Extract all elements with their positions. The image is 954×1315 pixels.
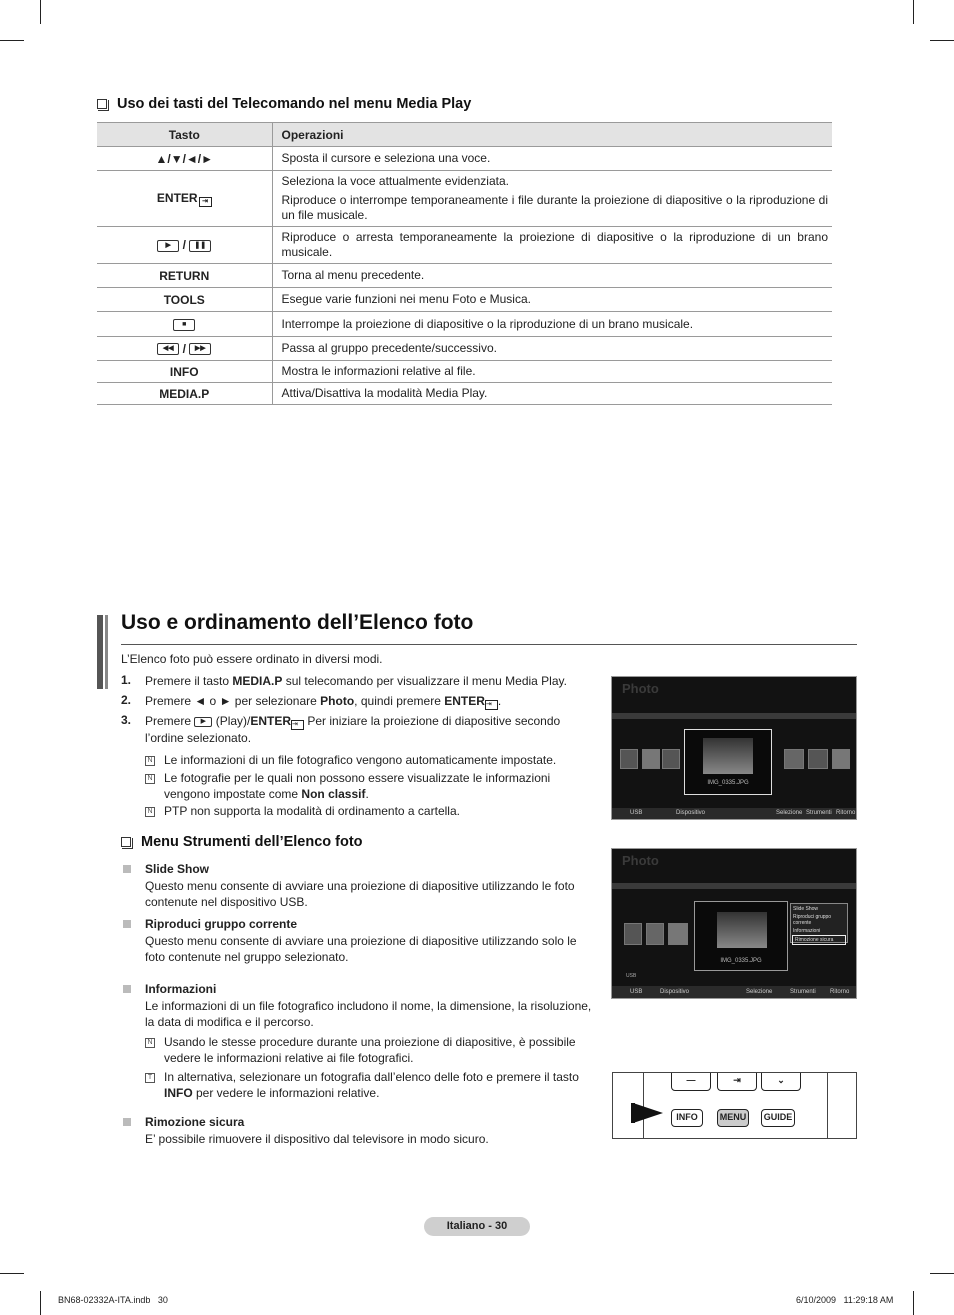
- print-file-info: BN68-02332A-ITA.indb 30: [58, 1295, 168, 1305]
- section-heading: Menu Strumenti dell’Elenco foto: [121, 834, 363, 850]
- key-cell: ◀◀ / ▶▶: [97, 337, 272, 361]
- photo-list-screenshot: [611, 676, 857, 820]
- crop-mark: [930, 40, 954, 41]
- key-cell: RETURN: [97, 264, 272, 288]
- group-bar: [612, 713, 857, 719]
- item-heading: Slide Show: [145, 862, 210, 876]
- operation-cell: Mostra le informazioni relative al file.: [272, 361, 832, 383]
- step-number: 1.: [121, 673, 132, 687]
- selected-photo: [684, 729, 772, 795]
- menu-item-info[interactable]: Informazioni: [793, 928, 821, 934]
- item-body: Questo menu consente di avviare una proiezione di diapositive utilizzando le foto contenute nel dispositivo USB.: [145, 879, 575, 909]
- tools-menu: [790, 903, 848, 943]
- stop-icon: ■: [173, 319, 195, 331]
- item-heading: Rimozione sicura: [145, 1115, 245, 1129]
- info-button[interactable]: INFO: [671, 1109, 703, 1127]
- square-bullet-icon: [123, 865, 131, 873]
- title-accent-bar: [97, 615, 103, 689]
- intro-text: L’Elenco foto può essere ordinato in diversi modi.: [121, 652, 383, 666]
- screen-title: Photo: [622, 681, 659, 696]
- table-row: [97, 171, 832, 227]
- photo-thumbnail: [620, 749, 638, 769]
- operation-line: Seleziona la voce attualmente evidenziata.: [281, 174, 509, 188]
- square-bullet-icon: [123, 920, 131, 928]
- item-heading: Informazioni: [145, 982, 217, 996]
- usb-label: USB: [630, 989, 643, 995]
- square-bullet-icon: [123, 1118, 131, 1126]
- table-row: [97, 312, 832, 337]
- enter-icon: ⇥: [199, 197, 212, 207]
- screen-title: Photo: [622, 853, 659, 868]
- tip-icon: T: [145, 1073, 155, 1083]
- usb-label: USB: [626, 973, 637, 979]
- crop-mark: [40, 1291, 41, 1315]
- item-heading: Riproduci gruppo corrente: [145, 917, 298, 931]
- group-bar: [612, 883, 857, 889]
- photo-preview: [703, 738, 753, 774]
- key-cell: ▶ / ❚❚: [97, 227, 272, 264]
- selected-photo: [694, 901, 788, 971]
- menu-item-safe-remove[interactable]: Rimozione sicura: [792, 935, 846, 945]
- note-text: In alternativa, selezionare un fotografia dall’elenco delle foto e premere il tasto INFO per vedere le informazioni relative.: [164, 1070, 579, 1100]
- table-row: [97, 337, 832, 361]
- table-row: [97, 147, 832, 171]
- note-text: Le informazioni di un file fotografico vengono automaticamente impostate.: [164, 753, 557, 767]
- key-cell: INFO: [97, 361, 272, 383]
- section-heading: Uso dei tasti del Telecomando nel menu Media Play: [97, 96, 471, 112]
- screen-footer: [612, 986, 856, 998]
- table-row: [97, 288, 832, 312]
- step-number: 2.: [121, 693, 132, 707]
- photo-thumbnail: [624, 923, 642, 945]
- remote-keys-table: [97, 122, 832, 405]
- photo-thumbnail: [784, 749, 804, 769]
- note-text: Le fotografie per le quali non possono essere visualizzate le informazioni vengono impostate come Non classif.: [164, 771, 551, 801]
- key-cell: TOOLS: [97, 288, 272, 312]
- tools-label: Strumenti: [806, 810, 832, 816]
- checkbox-bullet-icon: [97, 99, 107, 109]
- operation-cell: Esegue varie funzioni nei menu Foto e Musica.: [272, 288, 832, 312]
- photo-tools-screenshot: [611, 848, 857, 999]
- play-icon: ▶: [157, 240, 179, 252]
- operation-cell: Torna al menu precedente.: [272, 264, 832, 288]
- note-icon: N: [145, 774, 155, 784]
- column-header-operations: Operazioni: [272, 123, 832, 147]
- column-header-key: Tasto: [97, 123, 272, 147]
- select-label: Selezione: [776, 810, 803, 816]
- print-date: 6/10/2009 11:29:18 AM: [796, 1295, 894, 1305]
- fast-forward-icon: ▶▶: [189, 343, 211, 355]
- menu-item-slide-show[interactable]: Slide Show: [793, 906, 819, 912]
- crop-mark: [0, 40, 24, 41]
- minus-button[interactable]: —: [671, 1072, 711, 1091]
- operation-line: Riproduce o interrompe temporaneamente i file durante la proiezione di diapositive o la riproduzione di un file musicale.: [281, 193, 828, 222]
- item-body: Questo menu consente di avviare una proiezione di diapositive utilizzando solo le foto contenute nel gruppo selezionato.: [145, 934, 577, 964]
- return-label: Ritorno: [830, 989, 850, 995]
- device-label: Dispositivo: [676, 810, 706, 816]
- photo-thumbnail: [832, 749, 850, 769]
- pause-icon: ❚❚: [189, 240, 211, 252]
- menu-item-play-group[interactable]: Riproduci gruppo corrente: [793, 914, 832, 926]
- step-text: Premere il tasto MEDIA.P sul telecomando per visualizzare il menu Media Play.: [145, 674, 567, 688]
- screen-footer: [612, 808, 856, 819]
- step-number: 3.: [121, 713, 132, 727]
- photo-preview: [717, 912, 767, 948]
- menu-button[interactable]: MENU: [717, 1109, 749, 1127]
- crop-mark: [0, 1273, 24, 1274]
- note-text: PTP non supporta la modalità di ordinamento a cartella.: [164, 804, 460, 818]
- item-body: Le informazioni di un file fotografico includono il nome, la dimensione, la risoluzione, la data di modifica e il percorso.: [145, 999, 592, 1029]
- item-body: E’ possibile rimuovere il dispositivo dal televisore in modo sicuro.: [145, 1132, 489, 1146]
- checkbox-bullet-icon: [121, 837, 131, 847]
- key-cell: [97, 312, 272, 337]
- crop-mark: [913, 1291, 914, 1315]
- usb-label: USB: [630, 810, 643, 816]
- step-text: Premere ◄ o ► per selezionare Photo, quindi premere ENTER⇥ .: [145, 694, 502, 708]
- crop-mark: [913, 0, 914, 24]
- crop-mark: [930, 1273, 954, 1274]
- photo-thumbnail: [808, 749, 828, 769]
- photo-thumbnail: [646, 923, 664, 945]
- file-name: IMG_0335.JPG: [720, 958, 762, 964]
- operation-cell: Attiva/Disattiva la modalità Media Play.: [272, 383, 832, 405]
- photo-thumbnail: [668, 923, 688, 945]
- step-text: Premere ▶ (Play)/ENTER⇥ Per iniziare la proiezione di diapositive secondo l’ordine selezionato.: [145, 714, 561, 745]
- key-cell: ▲/▼/◄/►: [97, 147, 272, 171]
- operation-cell: Riproduce o arresta temporaneamente la proiezione di diapositive o la riproduzione di un brano musicale.: [272, 227, 832, 264]
- title-accent-bar: [105, 615, 108, 689]
- rewind-icon: ◀◀: [157, 343, 179, 355]
- square-bullet-icon: [123, 985, 131, 993]
- operation-cell: Sposta il cursore e seleziona una voce.: [272, 147, 832, 171]
- table-row: [97, 361, 832, 383]
- pointer-arrow-icon: [633, 1103, 663, 1123]
- operation-cell: [272, 171, 832, 227]
- device-label: Dispositivo: [660, 989, 690, 995]
- file-name: IMG_0335.JPG: [707, 780, 749, 786]
- chevron-down-button[interactable]: ⌄: [761, 1072, 801, 1091]
- photo-thumbnail: [642, 749, 660, 769]
- select-label: Selezione: [746, 989, 773, 995]
- title-divider: [121, 644, 857, 645]
- source-button[interactable]: ⇥: [717, 1072, 757, 1091]
- enter-icon: ⇥: [291, 720, 304, 730]
- enter-icon: ⇥: [485, 700, 498, 710]
- remote-illustration: [612, 1072, 857, 1139]
- page-number: Italiano - 30: [424, 1217, 530, 1236]
- operation-cell: Passa al gruppo precedente/successivo.: [272, 337, 832, 361]
- table-row: [97, 264, 832, 288]
- guide-button[interactable]: GUIDE: [761, 1109, 795, 1127]
- crop-mark: [40, 0, 41, 24]
- note-icon: N: [145, 807, 155, 817]
- table-row: [97, 383, 832, 405]
- key-cell: ENTER ⇥: [97, 171, 272, 227]
- pointer-bar-icon: [631, 1103, 635, 1123]
- tools-label: Strumenti: [790, 989, 816, 995]
- key-cell: MEDIA.P: [97, 383, 272, 405]
- photo-thumbnail: [662, 749, 680, 769]
- operation-cell: Interrompe la proiezione di diapositive o la riproduzione di un brano musicale.: [272, 312, 832, 337]
- note-icon: N: [145, 1038, 155, 1048]
- note-text: Usando le stesse procedure durante una proiezione di diapositive, è possibile vedere le informazioni relative ai file fotografici.: [164, 1035, 576, 1065]
- return-label: Ritorno: [836, 810, 856, 816]
- note-icon: N: [145, 756, 155, 766]
- page-title: Uso e ordinamento dell’Elenco foto: [121, 611, 474, 634]
- play-icon: ▶: [194, 717, 212, 727]
- remote-body-line: [827, 1073, 828, 1139]
- table-row: [97, 227, 832, 264]
